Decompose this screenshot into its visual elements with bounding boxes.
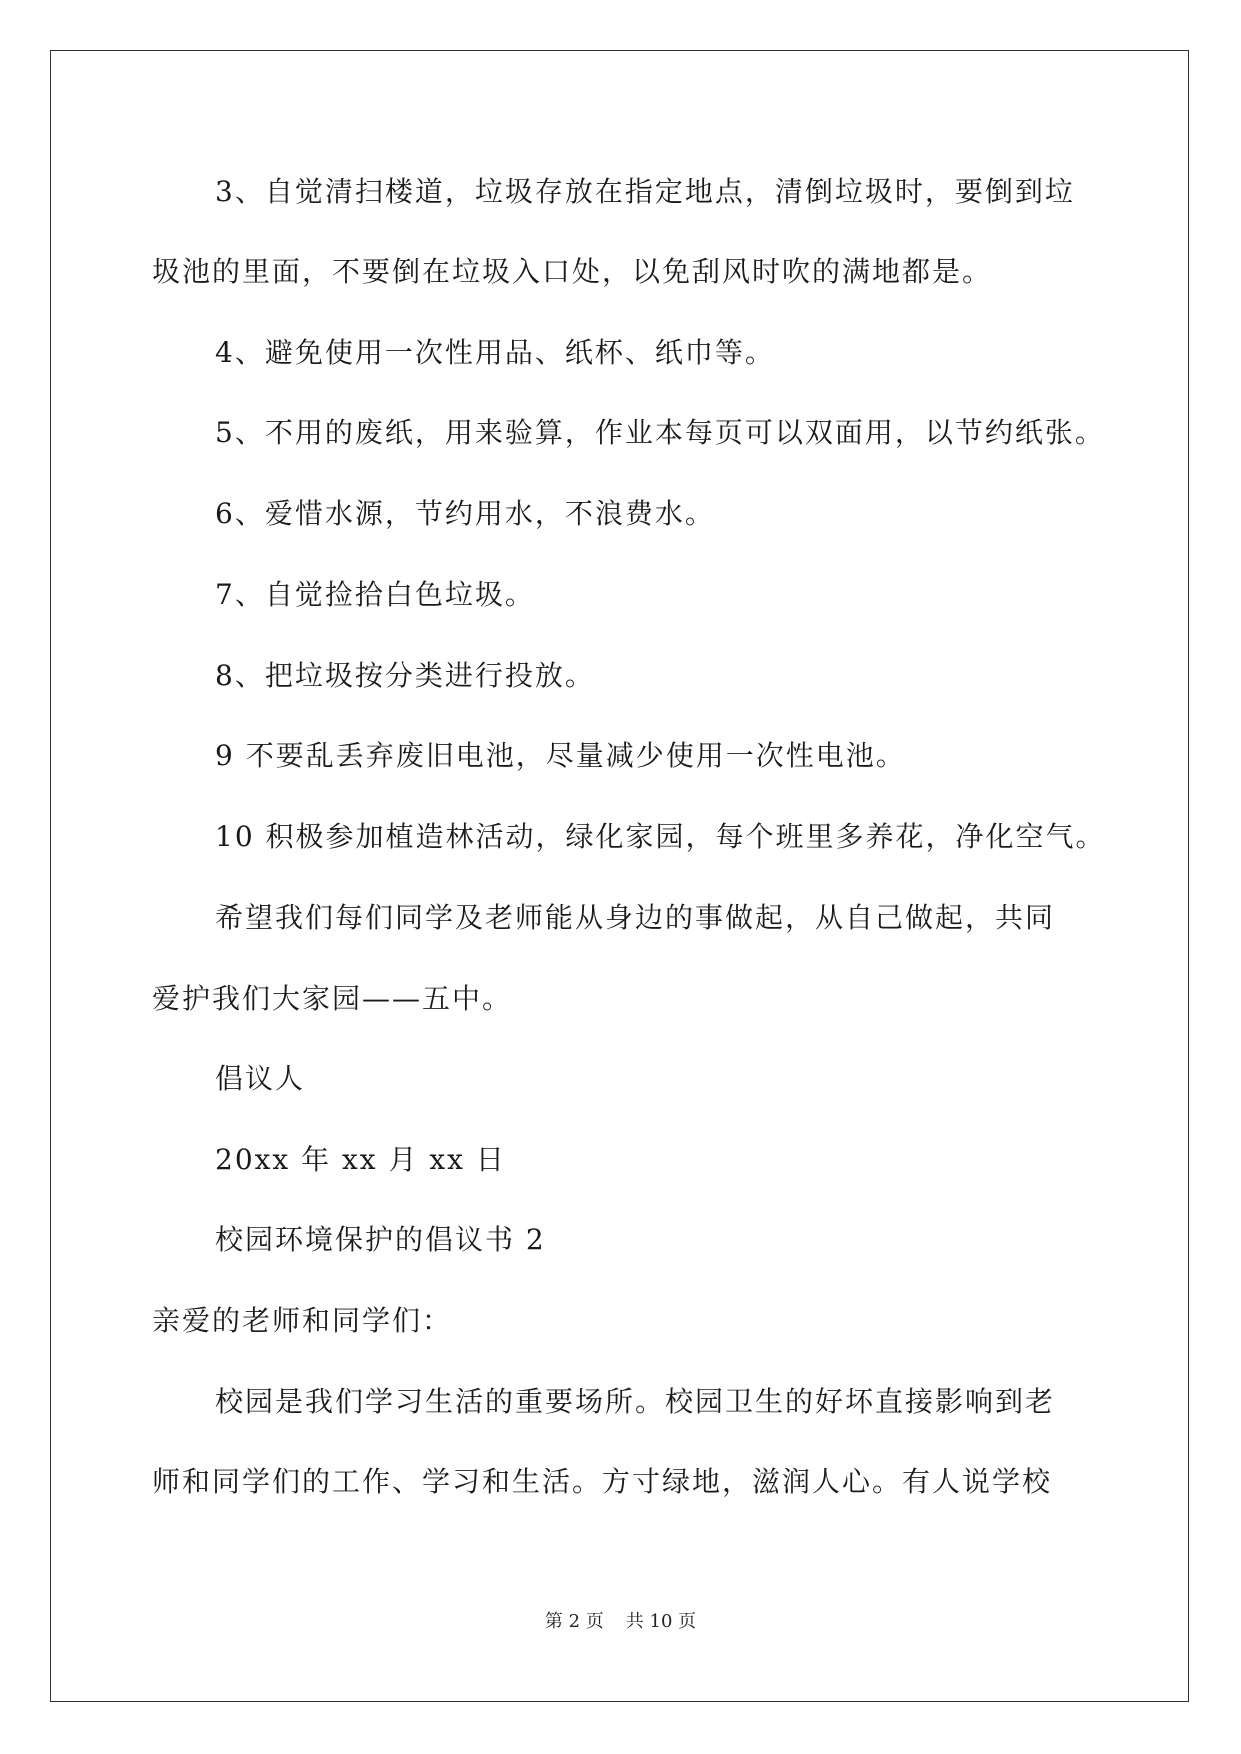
paragraph-line: 3、自觉清扫楼道，垃圾存放在指定地点，清倒垃圾时，要倒到垃 <box>215 175 1075 208</box>
page-footer <box>0 1610 1241 1634</box>
page-number-total: 共 10 页 <box>625 1611 697 1632</box>
date-line: 20xx 年 xx 月 xx 日 <box>215 1143 506 1176</box>
page-number-current: 第 2 页 <box>544 1611 604 1632</box>
paragraph-line: 爱护我们大家园——五中。 <box>152 982 513 1015</box>
page-border <box>50 50 1189 1702</box>
paragraph-line: 5、不用的废纸，用来验算，作业本每页可以双面用，以节约纸张。 <box>215 416 1105 449</box>
paragraph-line: 10 积极参加植造林活动，绿化家园，每个班里多养花，净化空气。 <box>215 820 1106 853</box>
paragraph-line: 4、避免使用一次性用品、纸杯、纸巾等。 <box>215 336 775 369</box>
signature-label: 倡议人 <box>215 1062 306 1095</box>
paragraph-line: 8、把垃圾按分类进行投放。 <box>215 659 595 692</box>
paragraph-line: 6、爱惜水源，节约用水，不浪费水。 <box>215 497 715 530</box>
paragraph-line: 9 不要乱丢弃废旧电池，尽量减少使用一次性电池。 <box>215 739 906 772</box>
paragraph-line: 校园是我们学习生活的重要场所。校园卫生的好坏直接影响到老 <box>215 1385 1056 1418</box>
paragraph-line: 圾池的里面，不要倒在垃圾入口处，以免刮风时吹的满地都是。 <box>152 255 993 288</box>
paragraph-line: 7、自觉捡拾白色垃圾。 <box>215 578 535 611</box>
section-title: 校园环境保护的倡议书 2 <box>215 1223 546 1256</box>
paragraph-line: 师和同学们的工作、学习和生活。方寸绿地，滋润人心。有人说学校 <box>152 1465 1053 1498</box>
salutation: 亲爱的老师和同学们： <box>152 1304 453 1337</box>
paragraph-line: 希望我们每们同学及老师能从身边的事做起，从自己做起，共同 <box>215 901 1056 934</box>
